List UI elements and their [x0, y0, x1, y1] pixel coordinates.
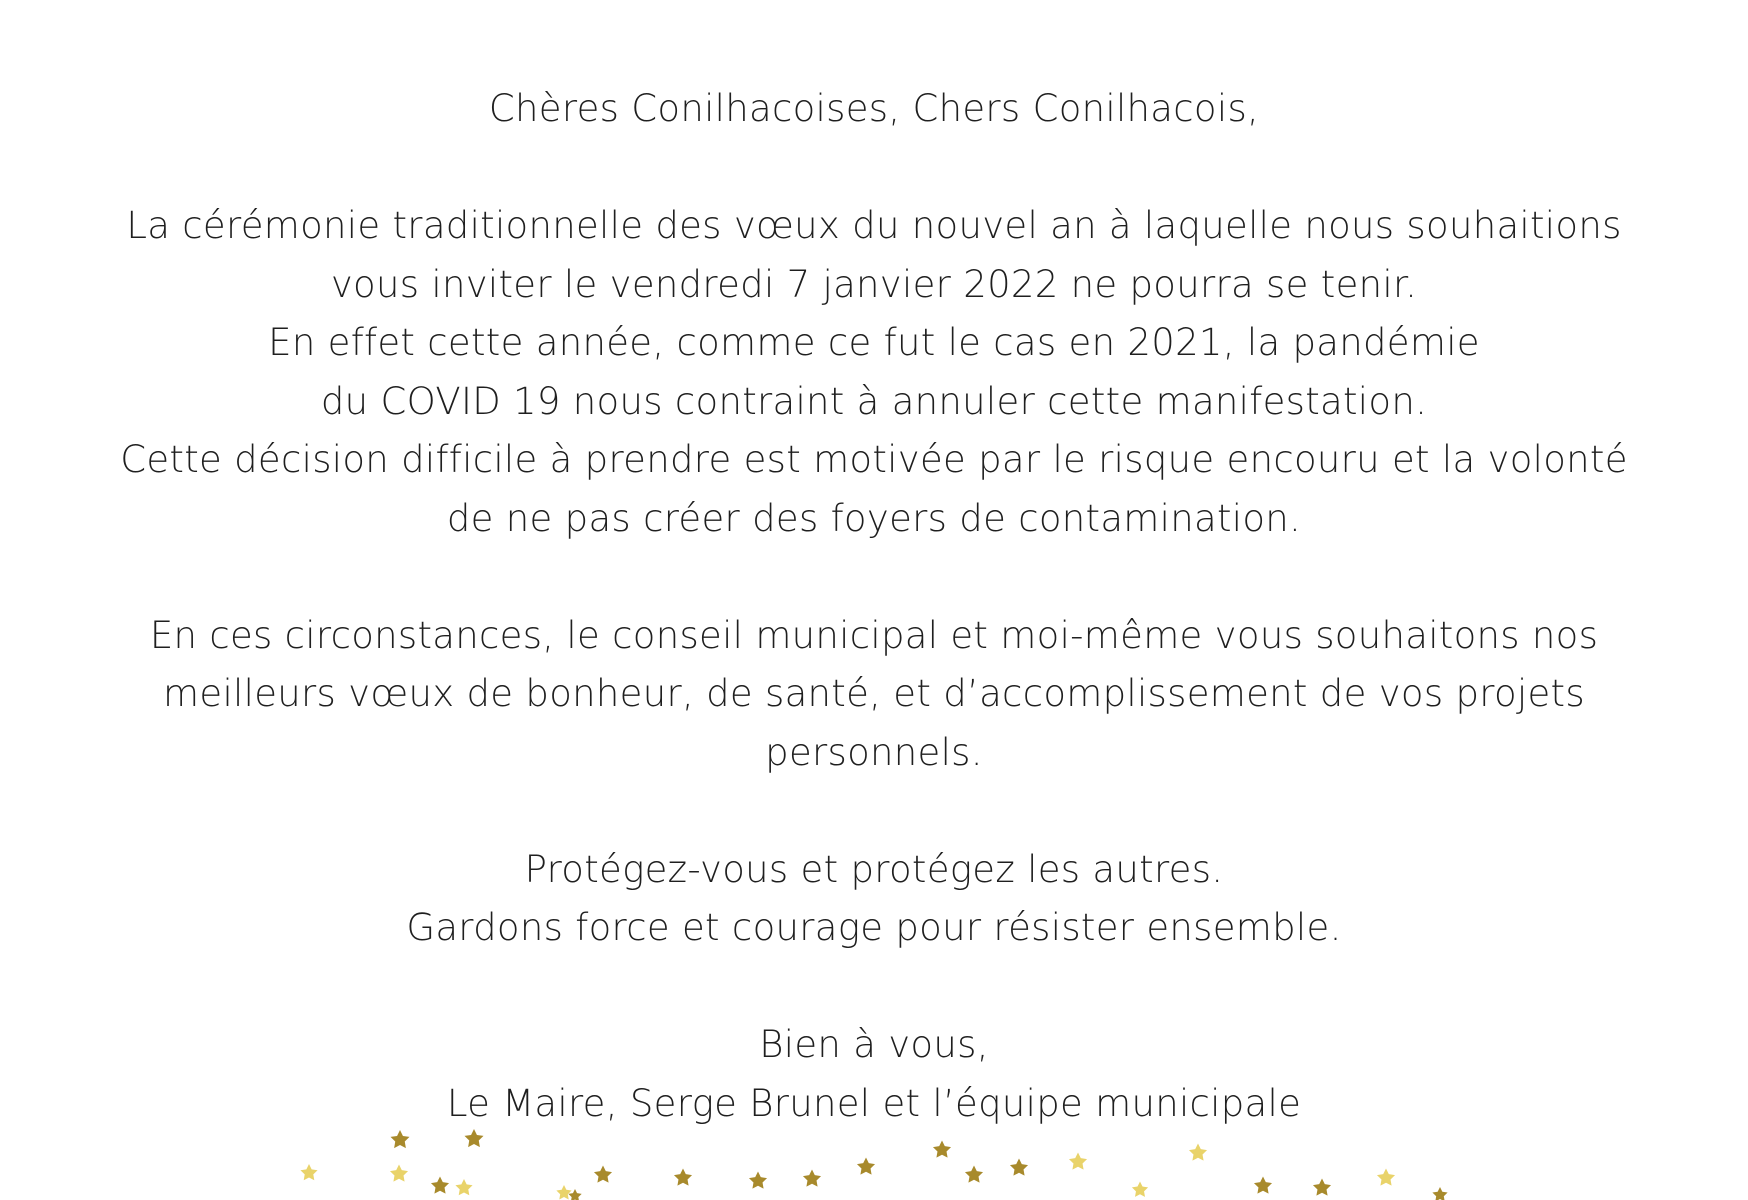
gold-star-icon — [568, 1189, 581, 1200]
letter-body — [0, 80, 1748, 1133]
gold-star-icon — [455, 1179, 472, 1195]
greeting-line: Chères Conilhacoises, Chers Conilhacois, — [488, 87, 1260, 130]
paragraph-1-line-3: En effet cette année, comme ce fut le cas en 2021, la pandémie — [268, 321, 1480, 364]
gold-star-icon — [1189, 1144, 1207, 1161]
paragraph-1-line-6: de ne pas créer des foyers de contamination. — [446, 496, 1302, 540]
gold-star-icon — [803, 1170, 821, 1187]
gold-star-icon — [857, 1158, 875, 1175]
gold-star-icon — [1010, 1159, 1028, 1176]
gold-star-icon — [1132, 1182, 1148, 1197]
gold-star-icon — [556, 1185, 571, 1199]
gold-star-icon — [300, 1164, 317, 1180]
signature-line: Le Maire, Serge Brunel et l’équipe municipale — [446, 1081, 1302, 1125]
paragraph-3-line-2: Gardons force et courage pour résister ensemble. — [406, 906, 1342, 949]
paragraph-1-line-1: La cérémonie traditionnelle des vœux du nouvel an à laquelle nous souhaitions — [126, 204, 1622, 247]
paragraph-2-line-3: personnels. — [765, 730, 983, 774]
paragraph-1-line-4: du COVID 19 nous contraint à annuler cette manifestation. — [320, 379, 1428, 423]
gold-star-icon — [431, 1177, 449, 1194]
paragraph-gap — [0, 782, 1748, 841]
paragraph-1-line-2: vous inviter le vendredi 7 janvier 2022 ne pourra se tenir. — [330, 262, 1418, 306]
gold-star-icon — [594, 1166, 612, 1183]
paragraph-3-line-1: Protégez-vous et protégez les autres. — [524, 847, 1224, 891]
gold-star-icon — [965, 1166, 983, 1183]
gold-star-icon — [1069, 1153, 1087, 1170]
paragraph-gap — [0, 548, 1748, 607]
gold-star-icon — [674, 1169, 692, 1186]
gold-star-icon — [933, 1141, 951, 1158]
gold-star-icon — [390, 1165, 408, 1182]
paragraph-2-line-1: En ces circonstances, le conseil municipal et moi-même vous souhaitons nos — [149, 613, 1599, 657]
gold-star-icon — [1432, 1187, 1447, 1200]
gold-star-icon — [1377, 1169, 1395, 1186]
gold-star-icon — [1313, 1179, 1331, 1196]
paragraph-gap — [0, 958, 1748, 1017]
paragraph-2-line-2: meilleurs vœux de bonheur, de santé, et d’accomplissement de vos projets — [163, 672, 1585, 715]
closing-line: Bien à vous, — [759, 1023, 989, 1066]
paragraph-1-line-5: Cette décision difficile à prendre est motivée par le risque encouru et la volonté — [120, 438, 1628, 481]
gold-star-icon — [749, 1172, 767, 1189]
paragraph-gap — [0, 139, 1748, 198]
gold-star-icon — [1254, 1177, 1272, 1194]
